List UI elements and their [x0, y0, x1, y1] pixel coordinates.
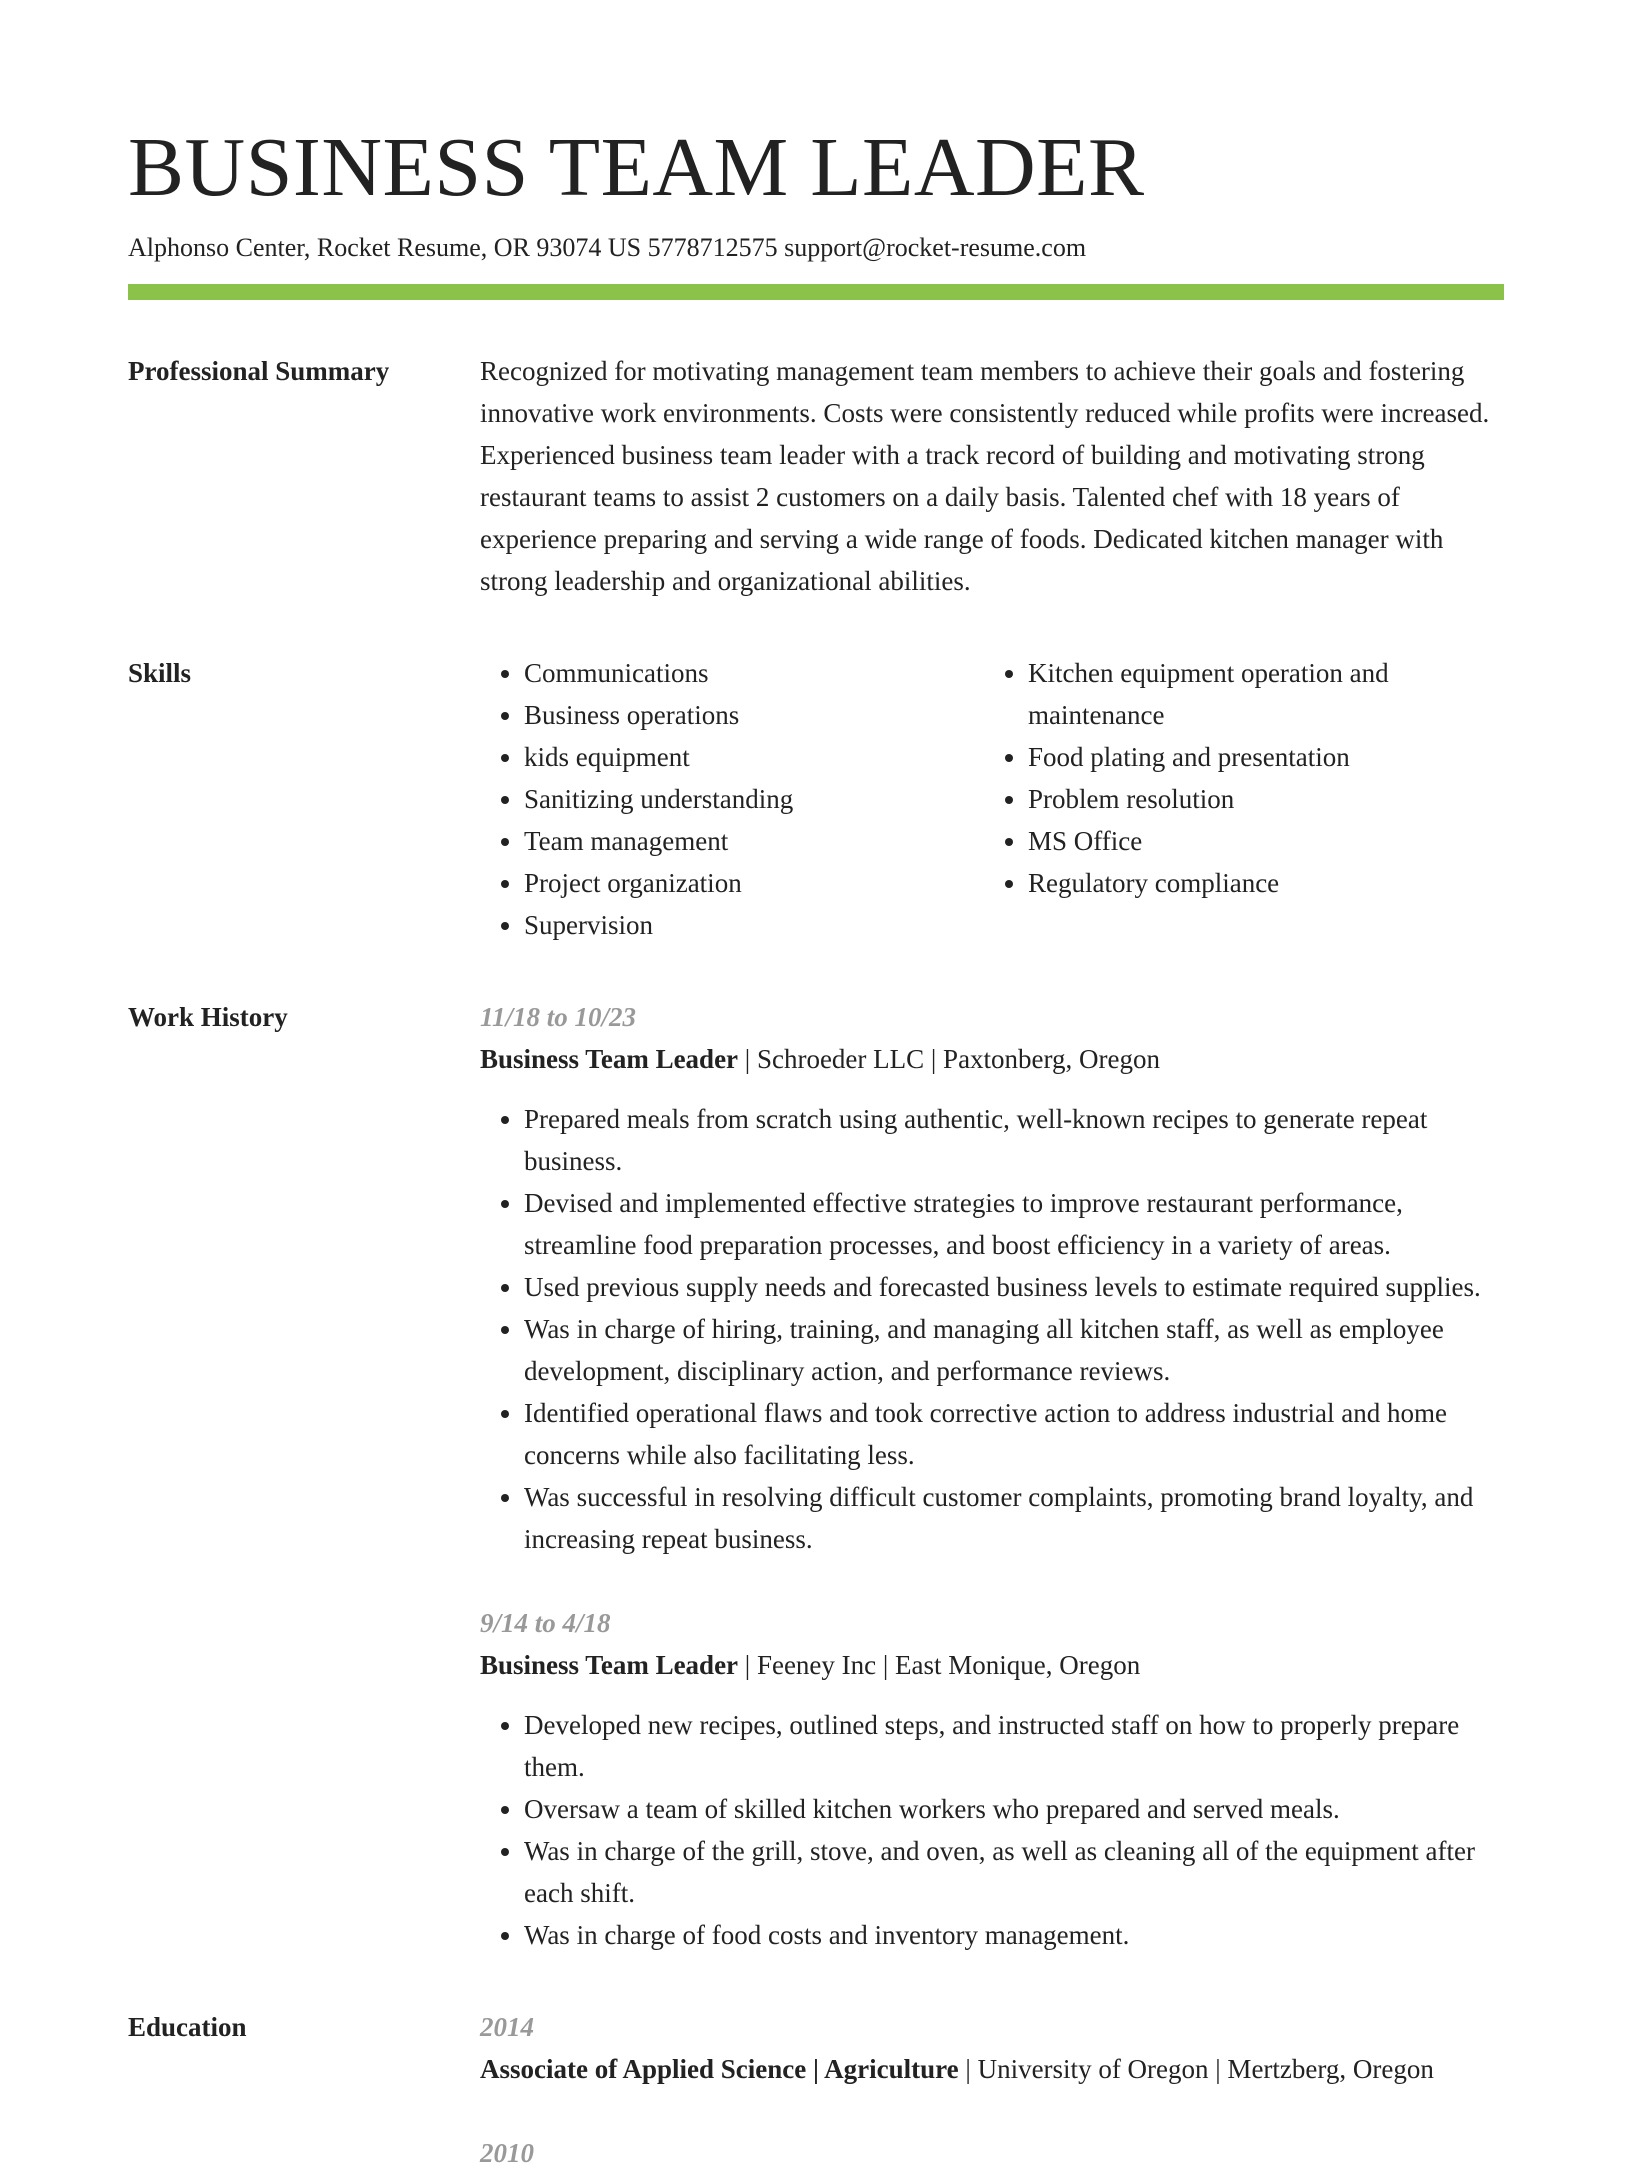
skill-item: • Sanitizing understanding [524, 778, 984, 820]
job-bullet: • Oversaw a team of skilled kitchen workers who prepared and served meals. [524, 1788, 1504, 1830]
job-title: Business Team Leader [480, 1044, 739, 1074]
skill-item: • Project organization [524, 862, 984, 904]
education-dates: 2010 [480, 2138, 534, 2168]
skill-item: • kids equipment [524, 736, 984, 778]
job-bullet: • Was in charge of hiring, training, and managing all kitchen staff, as well as employee development, disciplinary action, and performance reviews. [524, 1308, 1504, 1392]
resume-page [128, 118, 1504, 2174]
skill-item: • Team management [524, 820, 984, 862]
job-bullet: • Was successful in resolving difficult customer complaints, promoting brand loyalty, and increasing repeat business. [524, 1476, 1504, 1560]
education-dates: 2014 [480, 2012, 534, 2042]
skill-item: • MS Office [1028, 820, 1488, 862]
skill-item: • Supervision [524, 904, 984, 946]
summary-section [128, 350, 1504, 602]
job-title: Business Team Leader [480, 1650, 739, 1680]
education-entry [480, 2006, 1504, 2090]
section-label-skills: Skills [128, 658, 192, 688]
education-section [128, 2006, 1504, 2174]
job-bullet: • Was in charge of the grill, stove, and oven, as well as cleaning all of the equipment after each shift. [524, 1830, 1504, 1914]
section-label-work: Work History [128, 1002, 288, 1032]
skills-section [128, 652, 1504, 946]
job-dates: 9/14 to 4/18 [480, 1608, 611, 1638]
job-dates: 11/18 to 10/23 [480, 1002, 637, 1032]
job-heading [480, 1038, 1504, 1080]
job-details: | Schroeder LLC | Paxtonberg, Oregon [738, 1044, 1161, 1074]
skills-list-left [480, 652, 984, 946]
job-entry [480, 1602, 1504, 1956]
resume-name: BUSINESS TEAM LEADER [128, 121, 1145, 214]
job-bullets [480, 1098, 1504, 1560]
job-bullet: • Identified operational flaws and took corrective action to address industrial and home concerns while also facilitating less. [524, 1392, 1504, 1476]
summary-text: Recognized for motivating management team members to achieve their goals and fostering innovative work environments. Costs were consistently reduced while profits were increased. Experienced business team leader with a track record of building and motivating strong restaurant teams to assist 2 customers on a daily basis. Talented chef with 18 years of experience preparing and serving a wide range of foods. Dedicated kitchen manager with strong leadership and organizational abilities. [480, 356, 1490, 596]
job-details: | Feeney Inc | East Monique, Oregon [738, 1650, 1141, 1680]
job-entry [480, 996, 1504, 1560]
skill-item: • Business operations [524, 694, 984, 736]
skill-item: • Communications [524, 652, 984, 694]
skills-list-right [984, 652, 1488, 946]
skill-item: • Kitchen equipment operation and maintenance [1028, 652, 1488, 736]
work-history-section [128, 996, 1504, 1956]
job-bullets [480, 1704, 1504, 1956]
contact-phone: 5778712575 [647, 233, 778, 262]
section-label-education: Education [128, 2012, 247, 2042]
education-heading [480, 2048, 1504, 2090]
skill-item: • Food plating and presentation [1028, 736, 1488, 778]
job-bullet: • Devised and implemented effective strategies to improve restaurant performance, streamline food preparation processes, and boost efficiency in a variety of areas. [524, 1182, 1504, 1266]
skill-item: • Regulatory compliance [1028, 862, 1488, 904]
job-bullet: • Was in charge of food costs and inventory management. [524, 1914, 1504, 1956]
skill-item: • Problem resolution [1028, 778, 1488, 820]
contact-email: support@rocket-resume.com [784, 233, 1087, 262]
contact-address: Alphonso Center, Rocket Resume, OR 93074 US [128, 233, 642, 262]
section-label-summary: Professional Summary [128, 356, 390, 386]
contact-line [128, 230, 1504, 266]
job-bullet: • Prepared meals from scratch using authentic, well-known recipes to generate repeat business. [524, 1098, 1504, 1182]
job-bullet: • Developed new recipes, outlined steps, and instructed staff on how to properly prepare them. [524, 1704, 1504, 1788]
education-degree: Associate of Applied Science | Agriculture [480, 2054, 959, 2084]
education-entry [480, 2132, 1504, 2174]
header-divider [128, 284, 1504, 300]
job-heading [480, 1644, 1504, 1686]
education-details: | University of Oregon | Mertzberg, Oregon [958, 2054, 1434, 2084]
job-bullet: • Used previous supply needs and forecasted business levels to estimate required supplies. [524, 1266, 1504, 1308]
